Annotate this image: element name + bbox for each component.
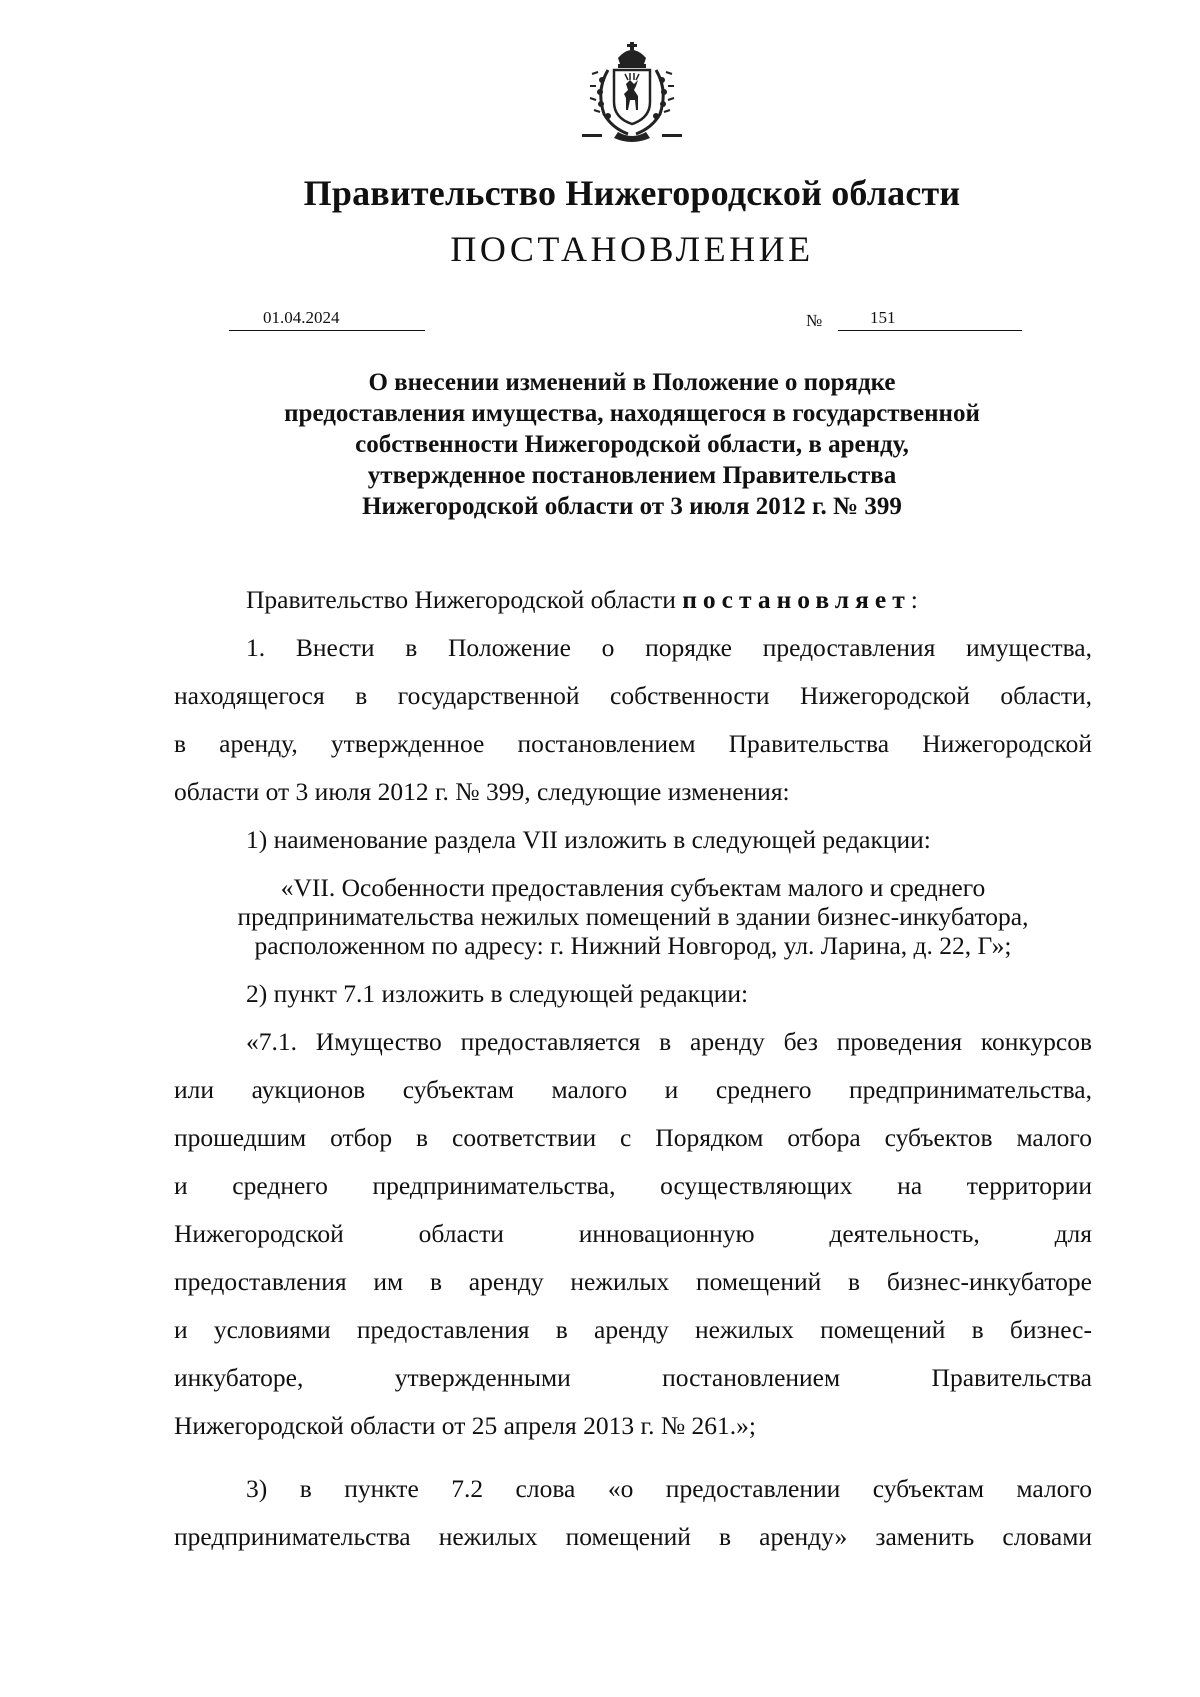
- subject-line: утвержденное постановлением Правительства: [367, 462, 897, 489]
- quote-line: и условиями предоставления в аренду нежилых помещений в бизнес-: [174, 1315, 1092, 1344]
- quote-line: расположенном по адресу: г. Нижний Новгород, ул. Ларина, д. 22, Г»;: [254, 931, 1012, 960]
- subject-line: предоставления имущества, находящегося в государственной: [284, 400, 980, 427]
- list-item: 1) наименование раздела VII изложить в следующей редакции:: [246, 825, 931, 854]
- paragraph-line: 1. Внести в Положение о порядке предоставления имущества,: [246, 633, 1092, 662]
- quote-line: предоставления им в аренду нежилых помещений в бизнес-инкубаторе: [174, 1267, 1092, 1296]
- paragraph-line: области от 3 июля 2012 г. № 399, следующие изменения:: [174, 777, 790, 806]
- nizhny-novgorod-coat-of-arms-icon: [578, 40, 686, 146]
- list-item-line: предпринимательства нежилых помещений в аренду» заменить словами: [174, 1522, 1092, 1551]
- quote-line: и среднего предпринимательства, осуществляющих на территории: [174, 1171, 1092, 1200]
- number-field: [838, 304, 1022, 331]
- subject-line: Нижегородской области от 3 июля 2012 г. № 399: [362, 493, 902, 520]
- quote-line: или аукционов субъектам малого и среднего предпринимательства,: [174, 1075, 1092, 1104]
- preamble-prefix: Правительство Нижегородской области: [246, 585, 683, 614]
- organization-title: Правительство Нижегородской области: [303, 173, 961, 213]
- number-sign: №: [806, 311, 823, 330]
- quote-line: Нижегородской области от 25 апреля 2013 г. № 261.»;: [174, 1411, 756, 1440]
- document-number: 151: [870, 308, 896, 327]
- quote-line: инкубаторе, утвержденными постановлением Правительства: [174, 1363, 1092, 1392]
- quote-line: предпринимательства нежилых помещений в здании бизнес-инкубатора,: [237, 902, 1029, 931]
- paragraph-line: находящегося в государственной собственности Нижегородской области,: [174, 681, 1092, 710]
- preamble-suffix: :: [910, 585, 918, 614]
- quote-line: прошедшим отбор в соответствии с Порядком отбора субъектов малого: [174, 1123, 1092, 1152]
- subject-line: О внесении изменений в Положение о порядке: [368, 369, 896, 396]
- preamble: [246, 585, 918, 615]
- date-field: [229, 304, 425, 331]
- list-item: 2) пункт 7.1 изложить в следующей редакции:: [246, 979, 749, 1008]
- document-type: ПОСТАНОВЛЕНИЕ: [450, 229, 814, 269]
- subject-line: собственности Нижегородской области, в аренду,: [355, 431, 909, 458]
- document-date: 01.04.2024: [263, 308, 340, 327]
- quote-line: «VII. Особенности предоставления субъектам малого и среднего: [280, 873, 986, 902]
- quote-line: Нижегородской области инновационную деятельность, для: [174, 1219, 1092, 1248]
- document-subject: [180, 367, 1084, 522]
- quote-line: «7.1. Имущество предоставляется в аренду без проведения конкурсов: [246, 1027, 1092, 1056]
- list-item: 3) в пункте 7.2 слова «о предоставлении субъектам малого: [246, 1474, 1092, 1503]
- preamble-decree: постановляет: [682, 585, 911, 614]
- paragraph-line: в аренду, утвержденное постановлением Правительства Нижегородской: [174, 729, 1092, 758]
